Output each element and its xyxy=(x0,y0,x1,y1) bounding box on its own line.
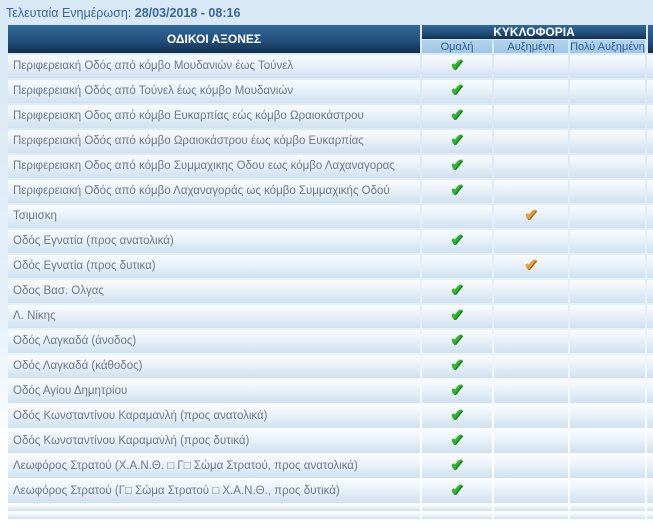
normal-check-icon: ✔ xyxy=(450,356,464,374)
status-cell-very_increased xyxy=(570,430,645,453)
normal-check-icon: ✔ xyxy=(450,431,464,449)
clipped-column-sliver xyxy=(647,305,653,328)
clipped-column-sliver xyxy=(647,480,653,503)
status-cell-increased xyxy=(494,355,568,378)
road-name: Περιφερειακή Οδός από Τούνελ έως κόμβο Μουδανιών xyxy=(8,80,420,103)
road-name: Περιφερειακή Οδός από κόμβο Ωραιοκάστρου έως κόμβο Ευκαρπίας xyxy=(8,130,420,153)
road-name: Περιφερειακη Οδος από κόμβο Συμμαχικης Οδου εως κόμβο Λαχαναγορας xyxy=(8,155,420,178)
road-name xyxy=(8,513,420,519)
normal-check-icon: ✔ xyxy=(450,81,464,99)
status-cell-very_increased xyxy=(570,180,645,203)
normal-check-icon: ✔ xyxy=(450,131,464,149)
clipped-column-sliver xyxy=(647,505,653,511)
status-cell-very_increased xyxy=(570,355,645,378)
last-update-label: Τελευταία Ενημέρωση: xyxy=(6,6,132,20)
clipped-column-sliver xyxy=(647,405,653,428)
traffic-table xyxy=(8,25,653,519)
clipped-column-sliver xyxy=(647,430,653,453)
status-cell-very_increased xyxy=(570,480,645,503)
road-name: Λ. Νίκης xyxy=(8,305,420,328)
status-cell-increased xyxy=(494,80,568,103)
table-header xyxy=(8,25,653,53)
status-cell-increased xyxy=(494,105,568,128)
status-cell-normal xyxy=(422,380,492,403)
status-cell-normal xyxy=(422,280,492,303)
status-cell-very_increased xyxy=(570,280,645,303)
road-name: Οδός Κωνσταντίνου Καραμανλή (προς δυτικά) xyxy=(8,430,420,453)
status-cell-normal xyxy=(422,255,492,278)
normal-check-icon: ✔ xyxy=(450,231,464,249)
increased-check-icon: ✔ xyxy=(524,256,538,274)
status-cell-very_increased xyxy=(570,455,645,478)
clipped-column-sliver xyxy=(647,513,653,519)
status-cell-very_increased xyxy=(570,305,645,328)
status-cell-normal xyxy=(422,430,492,453)
status-cell-normal xyxy=(422,513,492,519)
status-cell-normal xyxy=(422,455,492,478)
status-cell-very_increased xyxy=(570,230,645,253)
status-cell-increased xyxy=(494,205,568,228)
road-name: Περιφερειακή Οδός από κόμβο Λαχαναγοράς ως κόμβο Συμμαχικής Οδού xyxy=(8,180,420,203)
normal-check-icon: ✔ xyxy=(450,106,464,124)
normal-check-icon: ✔ xyxy=(450,456,464,474)
spacer-row xyxy=(8,505,653,511)
road-row xyxy=(8,105,653,128)
last-update xyxy=(0,0,653,25)
road-row xyxy=(8,305,653,328)
status-column-header: Ομαλή xyxy=(422,40,492,53)
road-row xyxy=(8,480,653,503)
status-cell-very_increased xyxy=(570,130,645,153)
road-name: Οδός Κωνσταντίνου Καραμανλή (προς ανατολικά) xyxy=(8,405,420,428)
clipped-column-header-sliver xyxy=(648,25,653,53)
status-cell-normal xyxy=(422,480,492,503)
normal-check-icon: ✔ xyxy=(450,181,464,199)
status-cell-increased xyxy=(494,513,568,519)
status-cell-very_increased xyxy=(570,105,645,128)
normal-check-icon: ✔ xyxy=(450,56,464,74)
status-cell-increased xyxy=(494,155,568,178)
status-cell-normal xyxy=(422,80,492,103)
clipped-column-sliver xyxy=(647,280,653,303)
road-row xyxy=(8,230,653,253)
status-cell-normal xyxy=(422,330,492,353)
status-cell-increased xyxy=(494,405,568,428)
road-row xyxy=(8,405,653,428)
increased-check-icon: ✔ xyxy=(524,206,538,224)
road-name: Οδός Αγίου Δημητρίου xyxy=(8,380,420,403)
status-cell-normal xyxy=(422,505,492,511)
road-name: Οδός Λαγκαδά (κάθοδος) xyxy=(8,355,420,378)
status-cell-very_increased xyxy=(570,380,645,403)
status-cell-normal xyxy=(422,105,492,128)
clipped-column-sliver xyxy=(647,355,653,378)
status-cell-very_increased xyxy=(570,55,645,78)
clipped-column-sliver xyxy=(647,455,653,478)
road-row xyxy=(8,155,653,178)
normal-check-icon: ✔ xyxy=(450,406,464,424)
status-cell-very_increased xyxy=(570,255,645,278)
traffic-group-header: ΚΥΚΛΟΦΟΡΙΑ xyxy=(422,25,646,39)
axes-column-header: ΟΔΙΚΟΙ ΑΞΟΝΕΣ xyxy=(8,25,420,53)
last-update-value: 28/03/2018 - 08:16 xyxy=(134,6,241,20)
status-cell-normal xyxy=(422,405,492,428)
road-name: Οδός Εγνατία (προς ανατολικά) xyxy=(8,230,420,253)
normal-check-icon: ✔ xyxy=(450,381,464,399)
status-column-header: Αυξημένη xyxy=(494,40,568,53)
road-row xyxy=(8,280,653,303)
status-cell-very_increased xyxy=(570,505,645,511)
road-row xyxy=(8,80,653,103)
status-cell-increased xyxy=(494,180,568,203)
status-column-headers xyxy=(422,40,646,53)
road-row xyxy=(8,330,653,353)
status-cell-normal xyxy=(422,180,492,203)
status-cell-normal xyxy=(422,355,492,378)
status-cell-normal xyxy=(422,205,492,228)
road-row xyxy=(8,180,653,203)
status-cell-increased xyxy=(494,255,568,278)
normal-check-icon: ✔ xyxy=(450,481,464,499)
road-name: Οδός Εγνατία (προς δυτικα) xyxy=(8,255,420,278)
status-cell-very_increased xyxy=(570,513,645,519)
status-cell-normal xyxy=(422,55,492,78)
road-row xyxy=(8,355,653,378)
status-cell-normal xyxy=(422,305,492,328)
status-cell-increased xyxy=(494,330,568,353)
road-row xyxy=(8,430,653,453)
road-name: Τσιμισκη xyxy=(8,205,420,228)
normal-check-icon: ✔ xyxy=(450,281,464,299)
road-name: Οδός Λαγκαδά (άνοδος) xyxy=(8,330,420,353)
clipped-column-sliver xyxy=(647,155,653,178)
road-name xyxy=(8,505,420,511)
table-body xyxy=(8,55,653,519)
clipped-column-sliver xyxy=(647,130,653,153)
status-cell-increased xyxy=(494,230,568,253)
status-cell-normal xyxy=(422,130,492,153)
status-cell-increased xyxy=(494,480,568,503)
status-cell-increased xyxy=(494,305,568,328)
clipped-column-sliver xyxy=(647,255,653,278)
spacer-row xyxy=(8,513,653,519)
status-cell-increased xyxy=(494,430,568,453)
road-name: Περιφερειακη Οδος από κόμβο Ευκαρπίας εώς κόμβο Ωραιοκάστρου xyxy=(8,105,420,128)
status-cell-increased xyxy=(494,455,568,478)
clipped-column-sliver xyxy=(647,80,653,103)
road-name: Οδος Βασ. Ολγας xyxy=(8,280,420,303)
status-cell-normal xyxy=(422,155,492,178)
status-cell-very_increased xyxy=(570,155,645,178)
status-cell-increased xyxy=(494,130,568,153)
status-column-header: Πολύ Αυξημένη xyxy=(570,40,645,53)
road-name: Λεωφόρος Στρατού (Γ□ Σώμα Στρατού □ Χ.Α.Ν.Θ., προς δυτικά) xyxy=(8,480,420,503)
clipped-column-sliver xyxy=(647,105,653,128)
status-cell-increased xyxy=(494,380,568,403)
status-cell-very_increased xyxy=(570,330,645,353)
status-cell-normal xyxy=(422,230,492,253)
road-row xyxy=(8,455,653,478)
status-cell-increased xyxy=(494,505,568,511)
normal-check-icon: ✔ xyxy=(450,306,464,324)
status-cell-very_increased xyxy=(570,405,645,428)
clipped-column-sliver xyxy=(647,380,653,403)
clipped-column-sliver xyxy=(647,205,653,228)
road-row xyxy=(8,130,653,153)
road-name: Περιφερειακή Οδός από κόμβο Μουδανιών έως Τούνελ xyxy=(8,55,420,78)
normal-check-icon: ✔ xyxy=(450,156,464,174)
clipped-column-sliver xyxy=(647,180,653,203)
status-cell-increased xyxy=(494,55,568,78)
status-cell-very_increased xyxy=(570,205,645,228)
clipped-column-sliver xyxy=(647,55,653,78)
road-row xyxy=(8,255,653,278)
status-cell-increased xyxy=(494,280,568,303)
traffic-header-group xyxy=(422,25,646,53)
clipped-column-sliver xyxy=(647,230,653,253)
road-row xyxy=(8,55,653,78)
road-row xyxy=(8,205,653,228)
clipped-column-sliver xyxy=(647,330,653,353)
road-name: Λεωφόρος Στρατού (Χ.Α.Ν.Θ. □ Γ□ Σώμα Στρατού, προς ανατολικά) xyxy=(8,455,420,478)
normal-check-icon: ✔ xyxy=(450,331,464,349)
road-row xyxy=(8,380,653,403)
status-cell-very_increased xyxy=(570,80,645,103)
